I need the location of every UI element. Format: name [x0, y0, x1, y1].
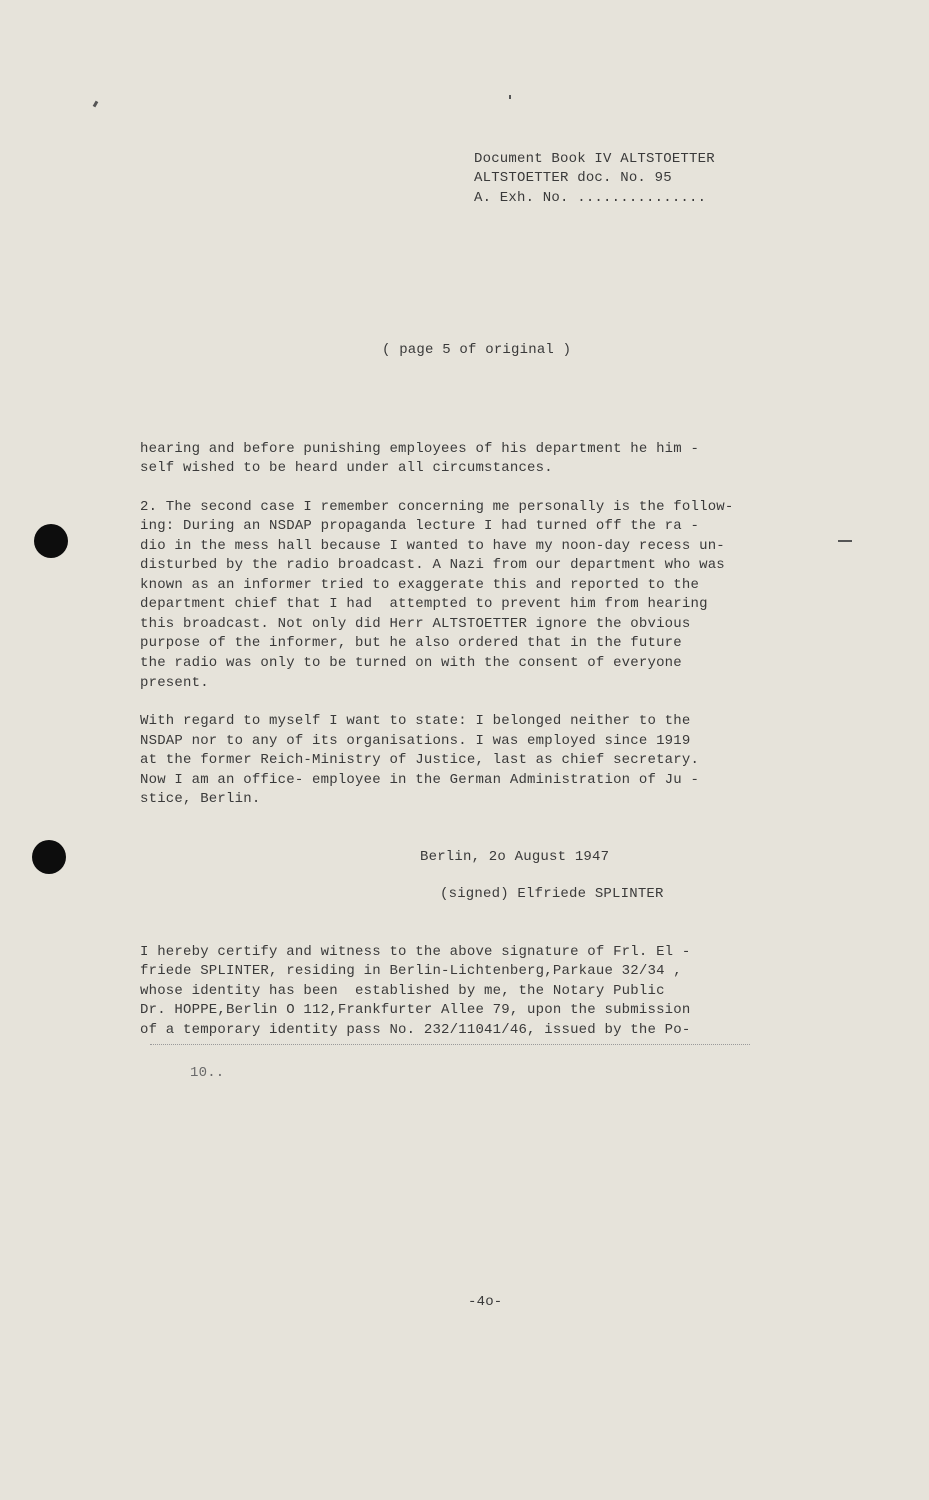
hole-punch-bottom	[32, 840, 66, 874]
stray-mark	[838, 540, 852, 542]
text-line: at the former Reich-Ministry of Justice, last as chief secretary.	[140, 752, 700, 768]
hole-punch-top	[34, 524, 68, 558]
place-date: Berlin, 2o August 1947	[420, 849, 610, 865]
text-line: disturbed by the radio broadcast. A Nazi from our department who was	[140, 557, 725, 573]
text-line: stice, Berlin.	[140, 791, 261, 807]
cutoff-typing	[150, 1044, 750, 1053]
signature-line: (signed) Elfriede SPLINTER	[440, 886, 664, 902]
page-reference: ( page 5 of original )	[382, 342, 572, 358]
header-doc-book: Document Book IV ALTSTOETTER	[474, 151, 715, 167]
text-line: NSDAP nor to any of its organisations. I was employed since 1919	[140, 733, 691, 749]
text-line: With regard to myself I want to state: I belonged neither to the	[140, 713, 691, 729]
page-number: -4o-	[468, 1294, 503, 1310]
text-line: Dr. HOPPE,Berlin O 112,Frankfurter Allee 79, upon the submission	[140, 1002, 691, 1018]
header-doc-number: ALTSTOETTER doc. No. 95	[474, 170, 672, 186]
text-line: hearing and before punishing employees of his department he him -	[140, 441, 700, 457]
text-line: self wished to be heard under all circumstances.	[140, 460, 553, 476]
text-line: dio in the mess hall because I wanted to have my noon-day recess un-	[140, 538, 725, 554]
text-line: I hereby certify and witness to the above signature of Frl. El -	[140, 944, 691, 960]
text-line: ing: During an NSDAP propaganda lecture I had turned off the ra -	[140, 518, 700, 534]
header-exhibit-number: A. Exh. No. ...............	[474, 190, 707, 206]
text-line: Now I am an office- employee in the German Administration of Ju -	[140, 772, 700, 788]
text-line: friede SPLINTER, residing in Berlin-Lichtenberg,Parkaue 32/34 ,	[140, 963, 682, 979]
text-line: the radio was only to be turned on with the consent of everyone	[140, 655, 682, 671]
text-line: known as an informer tried to exaggerate this and reported to the	[140, 577, 700, 593]
text-line: whose identity has been established by me, the Notary Public	[140, 983, 665, 999]
text-line: purpose of the informer, but he also ordered that in the future	[140, 635, 682, 651]
stray-mark	[93, 101, 99, 108]
text-line: present.	[140, 675, 209, 691]
cutoff-fragment: 10..	[190, 1065, 225, 1081]
text-line: 2. The second case I remember concerning me personally is the follow-	[140, 499, 734, 515]
stray-mark	[509, 95, 511, 99]
text-line: department chief that I had attempted to prevent him from hearing	[140, 596, 708, 612]
text-line: this broadcast. Not only did Herr ALTSTOETTER ignore the obvious	[140, 616, 691, 632]
text-line: of a temporary identity pass No. 232/11041/46, issued by the Po-	[140, 1022, 691, 1038]
